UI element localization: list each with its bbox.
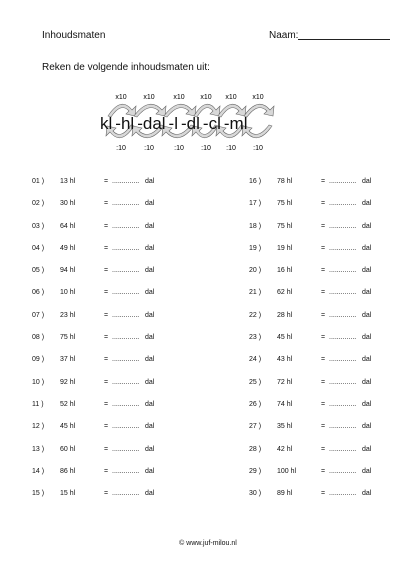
equals-sign: = bbox=[321, 356, 326, 364]
equals-sign: = bbox=[321, 445, 326, 453]
exercise-row bbox=[249, 423, 416, 445]
divide-label: :10 bbox=[253, 145, 263, 152]
footer-copyright: © www.juf-milou.nl bbox=[179, 540, 237, 547]
answer-blank[interactable]: .............. bbox=[112, 490, 140, 498]
answer-blank[interactable]: .............. bbox=[112, 200, 140, 208]
answer-unit: dal bbox=[145, 445, 155, 453]
equals-sign: = bbox=[104, 378, 109, 386]
exercise-row bbox=[249, 379, 416, 401]
exercise-row bbox=[32, 401, 212, 423]
exercise-row bbox=[249, 312, 416, 334]
exercise-row bbox=[249, 490, 416, 512]
equals-sign: = bbox=[321, 378, 326, 386]
answer-unit: dal bbox=[145, 467, 155, 475]
equals-sign: = bbox=[321, 222, 326, 230]
unit-cl: cl bbox=[208, 114, 221, 133]
exercise-value: 45 hl bbox=[277, 334, 293, 342]
answer-unit: dal bbox=[362, 311, 372, 319]
exercise-value: 23 hl bbox=[60, 311, 76, 319]
exercise-number: 15 ) bbox=[32, 490, 45, 498]
answer-unit: dal bbox=[362, 178, 372, 185]
exercise-number: 14 ) bbox=[32, 467, 45, 475]
answer-unit: dal bbox=[145, 356, 155, 364]
divide-label: :10 bbox=[174, 145, 184, 152]
exercise-row bbox=[249, 178, 416, 200]
exercise-row bbox=[32, 200, 212, 222]
equals-sign: = bbox=[321, 423, 326, 431]
exercise-value: 45 hl bbox=[60, 423, 76, 431]
unit-kl: kl bbox=[100, 114, 113, 133]
exercise-number: 19 ) bbox=[249, 244, 262, 252]
divide-label: :10 bbox=[226, 145, 236, 152]
unit-separator: - bbox=[223, 114, 230, 133]
equals-sign: = bbox=[321, 244, 326, 252]
exercise-number: 13 ) bbox=[32, 445, 45, 453]
answer-unit: dal bbox=[362, 244, 372, 252]
equals-sign: = bbox=[321, 400, 326, 408]
exercise-row bbox=[32, 356, 212, 378]
unit-sequence bbox=[100, 114, 247, 133]
exercise-number: 20 ) bbox=[249, 267, 262, 275]
exercise-value: 43 hl bbox=[277, 356, 293, 364]
equals-sign: = bbox=[104, 400, 109, 408]
answer-unit: dal bbox=[145, 244, 155, 252]
answer-unit: dal bbox=[145, 200, 155, 208]
exercise-number: 11 ) bbox=[32, 400, 44, 408]
exercise-row bbox=[249, 446, 416, 468]
exercise-row bbox=[32, 245, 212, 267]
exercise-row bbox=[32, 446, 212, 468]
answer-blank[interactable]: .............. bbox=[112, 244, 140, 252]
multiply-label: x10 bbox=[115, 94, 127, 101]
equals-sign: = bbox=[104, 289, 109, 297]
answer-unit: dal bbox=[145, 378, 155, 386]
exercise-row bbox=[32, 312, 212, 334]
exercise-number: 22 ) bbox=[249, 311, 262, 319]
exercise-number: 23 ) bbox=[249, 334, 262, 342]
exercise-number: 02 ) bbox=[32, 200, 45, 208]
answer-blank[interactable]: .............. bbox=[112, 356, 140, 364]
exercise-row bbox=[32, 223, 212, 245]
exercise-number: 08 ) bbox=[32, 334, 45, 342]
answer-unit: dal bbox=[145, 334, 155, 342]
exercise-row bbox=[249, 468, 416, 490]
answer-unit: dal bbox=[362, 378, 372, 386]
answer-blank[interactable]: .............. bbox=[329, 200, 357, 208]
exercise-value: 92 hl bbox=[60, 378, 76, 386]
exercise-value: 15 hl bbox=[60, 490, 76, 498]
instruction-text: Reken de volgende inhoudsmaten uit: bbox=[42, 62, 210, 73]
exercise-number: 10 ) bbox=[32, 378, 45, 386]
unit-separator: - bbox=[202, 114, 209, 133]
equals-sign: = bbox=[104, 467, 109, 475]
equals-sign: = bbox=[321, 467, 326, 475]
answer-unit: dal bbox=[145, 289, 155, 297]
answer-unit: dal bbox=[362, 334, 372, 342]
unit-separator: - bbox=[168, 114, 175, 133]
exercise-row bbox=[32, 423, 212, 445]
answer-unit: dal bbox=[362, 445, 372, 453]
answer-blank[interactable]: .............. bbox=[329, 400, 357, 408]
answer-blank[interactable]: .............. bbox=[329, 244, 357, 252]
exercise-number: 01 ) bbox=[32, 178, 45, 185]
page-title: Inhoudsmaten bbox=[42, 30, 106, 41]
exercise-value: 16 hl bbox=[277, 267, 293, 275]
unit-separator: - bbox=[115, 114, 121, 133]
answer-blank[interactable]: .............. bbox=[112, 178, 140, 185]
exercise-value: 13 hl bbox=[60, 178, 76, 185]
exercise-number: 07 ) bbox=[32, 311, 45, 319]
exercise-value: 49 hl bbox=[60, 244, 76, 252]
exercise-row bbox=[249, 223, 416, 245]
answer-unit: dal bbox=[362, 423, 372, 431]
unit-ml: ml bbox=[229, 114, 248, 133]
answer-blank[interactable]: .............. bbox=[112, 222, 140, 230]
exercise-row bbox=[32, 490, 212, 512]
equals-sign: = bbox=[321, 311, 326, 319]
equals-sign: = bbox=[104, 334, 109, 342]
answer-blank[interactable]: .............. bbox=[112, 267, 140, 275]
equals-sign: = bbox=[104, 178, 109, 185]
answer-unit: dal bbox=[145, 178, 155, 185]
answer-blank[interactable]: .............. bbox=[329, 423, 357, 431]
answer-unit: dal bbox=[362, 467, 372, 475]
unit-dl: dl bbox=[186, 114, 200, 133]
answer-blank[interactable]: .............. bbox=[112, 423, 140, 431]
unit-separator: - bbox=[181, 114, 187, 133]
answer-blank[interactable]: .............. bbox=[329, 311, 357, 319]
answer-blank[interactable]: .............. bbox=[112, 311, 140, 319]
exercise-number: 16 ) bbox=[249, 178, 262, 185]
exercise-row bbox=[249, 267, 416, 289]
equals-sign: = bbox=[321, 490, 326, 498]
exercise-value: 75 hl bbox=[60, 334, 76, 342]
exercise-value: 35 hl bbox=[277, 423, 293, 431]
answer-blank[interactable]: .............. bbox=[112, 334, 140, 342]
multiply-label: x10 bbox=[173, 94, 185, 101]
exercise-row bbox=[32, 289, 212, 311]
exercise-number: 05 ) bbox=[32, 267, 45, 275]
unit-l: l bbox=[174, 114, 178, 133]
multiply-label: x10 bbox=[143, 94, 155, 101]
answer-blank[interactable]: .............. bbox=[329, 334, 357, 342]
exercise-number: 12 ) bbox=[32, 423, 45, 431]
exercise-number: 04 ) bbox=[32, 244, 45, 252]
exercise-row bbox=[249, 334, 416, 356]
multiply-arrow bbox=[244, 104, 274, 117]
answer-blank[interactable]: .............. bbox=[329, 467, 357, 475]
exercise-number: 06 ) bbox=[32, 289, 45, 297]
exercise-value: 64 hl bbox=[60, 222, 76, 230]
equals-sign: = bbox=[104, 267, 109, 275]
multiply-label: x10 bbox=[225, 94, 237, 101]
answer-unit: dal bbox=[362, 289, 372, 297]
answer-blank[interactable]: .............. bbox=[329, 289, 357, 297]
exercise-row bbox=[249, 289, 416, 311]
answer-unit: dal bbox=[362, 267, 372, 275]
exercise-row bbox=[32, 178, 212, 200]
exercise-number: 09 ) bbox=[32, 356, 45, 364]
exercise-row bbox=[32, 379, 212, 401]
exercise-value: 89 hl bbox=[277, 490, 293, 498]
answer-blank[interactable]: .............. bbox=[112, 378, 140, 386]
answer-unit: dal bbox=[145, 423, 155, 431]
equals-sign: = bbox=[104, 222, 109, 230]
answer-blank[interactable]: .............. bbox=[329, 356, 357, 364]
exercise-value: 75 hl bbox=[277, 200, 293, 208]
equals-sign: = bbox=[321, 267, 326, 275]
exercise-number: 17 ) bbox=[249, 200, 262, 208]
answer-unit: dal bbox=[145, 311, 155, 319]
exercise-row bbox=[249, 200, 416, 222]
exercise-number: 28 ) bbox=[249, 445, 262, 453]
equals-sign: = bbox=[321, 178, 326, 185]
equals-sign: = bbox=[104, 423, 109, 431]
unit-hl: hl bbox=[120, 114, 135, 133]
exercise-value: 62 hl bbox=[277, 289, 293, 297]
multiply-label: x10 bbox=[252, 94, 264, 101]
multiply-label: x10 bbox=[200, 94, 212, 101]
exercise-row bbox=[32, 468, 212, 490]
equals-sign: = bbox=[104, 356, 109, 364]
exercise-number: 29 ) bbox=[249, 467, 262, 475]
answer-blank[interactable]: .............. bbox=[329, 267, 357, 275]
answer-blank[interactable]: .............. bbox=[329, 222, 357, 230]
exercise-value: 28 hl bbox=[277, 311, 293, 319]
answer-unit: dal bbox=[362, 490, 372, 498]
answer-unit: dal bbox=[362, 400, 372, 408]
exercise-column-right bbox=[249, 178, 416, 512]
answer-blank[interactable]: .............. bbox=[329, 490, 357, 498]
exercise-number: 18 ) bbox=[249, 222, 262, 230]
answer-unit: dal bbox=[145, 400, 155, 408]
exercise-value: 52 hl bbox=[60, 400, 76, 408]
equals-sign: = bbox=[104, 244, 109, 252]
exercise-value: 42 hl bbox=[277, 445, 293, 453]
divide-label: :10 bbox=[201, 145, 211, 152]
exercise-value: 30 hl bbox=[60, 200, 76, 208]
equals-sign: = bbox=[321, 289, 326, 297]
answer-unit: dal bbox=[362, 200, 372, 208]
answer-blank[interactable]: .............. bbox=[329, 445, 357, 453]
exercise-row bbox=[32, 334, 212, 356]
answer-blank[interactable]: .............. bbox=[112, 467, 140, 475]
answer-unit: dal bbox=[362, 222, 372, 230]
exercise-number: 30 ) bbox=[249, 490, 262, 498]
equals-sign: = bbox=[104, 311, 109, 319]
answer-blank[interactable]: .............. bbox=[112, 289, 140, 297]
unit-conversion-diagram bbox=[96, 90, 316, 152]
exercise-value: 78 hl bbox=[277, 178, 293, 185]
equals-sign: = bbox=[321, 334, 326, 342]
exercise-number: 21 ) bbox=[249, 289, 262, 297]
exercise-row bbox=[249, 356, 416, 378]
answer-unit: dal bbox=[145, 267, 155, 275]
equals-sign: = bbox=[104, 490, 109, 498]
equals-sign: = bbox=[104, 445, 109, 453]
exercise-value: 75 hl bbox=[277, 222, 293, 230]
exercise-value: 10 hl bbox=[60, 289, 76, 297]
exercise-value: 74 hl bbox=[277, 400, 293, 408]
exercise-number: 26 ) bbox=[249, 400, 262, 408]
exercise-row bbox=[249, 245, 416, 267]
answer-unit: dal bbox=[362, 356, 372, 364]
exercise-value: 86 hl bbox=[60, 467, 76, 475]
divide-label: :10 bbox=[144, 145, 154, 152]
answer-blank[interactable]: .............. bbox=[329, 178, 357, 185]
exercise-value: 94 hl bbox=[60, 267, 76, 275]
equals-sign: = bbox=[104, 200, 109, 208]
unit-separator: - bbox=[137, 114, 143, 133]
answer-blank[interactable]: .............. bbox=[329, 378, 357, 386]
exercise-value: 60 hl bbox=[60, 445, 76, 453]
exercise-number: 25 ) bbox=[249, 378, 262, 386]
exercise-row bbox=[32, 267, 212, 289]
exercise-column-left bbox=[32, 178, 212, 512]
exercise-number: 03 ) bbox=[32, 222, 45, 230]
answer-unit: dal bbox=[145, 490, 155, 498]
answer-blank[interactable]: .............. bbox=[112, 400, 140, 408]
exercise-value: 100 hl bbox=[277, 467, 297, 475]
exercise-value: 72 hl bbox=[277, 378, 293, 386]
answer-unit: dal bbox=[145, 222, 155, 230]
name-input-line[interactable] bbox=[298, 39, 390, 40]
exercise-row bbox=[249, 401, 416, 423]
exercise-number: 24 ) bbox=[249, 356, 262, 364]
exercise-number: 27 ) bbox=[249, 423, 262, 431]
divide-label: :10 bbox=[116, 145, 126, 152]
unit-dal: dal bbox=[142, 114, 166, 133]
exercise-value: 37 hl bbox=[60, 356, 76, 364]
exercise-value: 19 hl bbox=[277, 244, 293, 252]
answer-blank[interactable]: .............. bbox=[112, 445, 140, 453]
name-label: Naam: bbox=[269, 30, 299, 41]
equals-sign: = bbox=[321, 200, 326, 208]
